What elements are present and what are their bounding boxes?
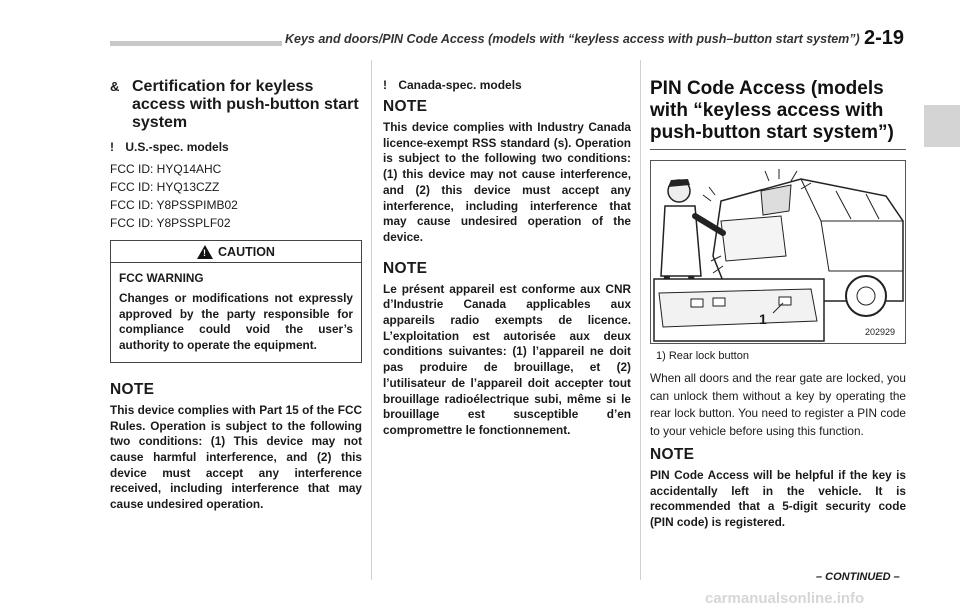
fcc-id: FCC ID: HYQ13CZZ — [110, 180, 220, 194]
section-marker: & — [110, 79, 120, 94]
us-spec-heading — [110, 140, 362, 154]
caution-body — [111, 263, 361, 362]
fcc-id: FCC ID: HYQ14AHC — [110, 162, 222, 176]
column-right — [650, 78, 906, 531]
column-left — [110, 78, 362, 513]
section-heading — [110, 78, 362, 132]
fcc-id: FCC ID: Y8PSSPIMB02 — [110, 198, 238, 212]
caution-label: CAUTION — [218, 244, 275, 259]
rear-lock-figure — [650, 160, 906, 344]
column-divider — [640, 60, 641, 580]
note-heading: NOTE — [110, 380, 155, 398]
section-title: PIN Code Access (models with “keyless access with push-button start system”) — [650, 78, 894, 143]
warning-triangle-icon: ! — [197, 245, 213, 259]
fcc-id: FCC ID: Y8PSSPLF02 — [110, 216, 231, 230]
figure-code: 202929 — [864, 327, 895, 337]
caution-text: Changes or modifications not expressly approved by the party responsible for compliance could void the user’s authority to operate the equipment. — [119, 291, 353, 353]
column-middle — [383, 78, 631, 439]
illustration — [651, 161, 906, 344]
caution-box — [110, 240, 362, 363]
note-heading: NOTE — [383, 98, 428, 115]
page-number: 2-19 — [864, 27, 905, 49]
column-divider — [371, 60, 372, 580]
subsection-marker: ! — [383, 78, 387, 92]
note-text: This device complies with Part 15 of the FCC Rules. Operation is subject to the following two conditions: (1) This device may not cause harmful interference, and (2) this device must accept any interference received, including interference that may cause undesired operation. — [110, 402, 362, 512]
running-header: Keys and doors/PIN Code Access (models with “keyless access with push–button start system”) — [285, 32, 860, 46]
body-text: When all doors and the rear gate are locked, you can unlock them without a key by operating the rear lock button. You need to register a PIN code to your vehicle before using this function. — [650, 371, 906, 438]
continued-label: – CONTINUED – — [816, 571, 900, 583]
note-heading: NOTE — [383, 259, 428, 277]
watermark: carmanualsonline.info — [705, 590, 865, 607]
note-text-en: This device complies with Industry Canada licence-exempt RSS standard (s). Operation is subject to the following two conditions: (1) this device may not cause interference, and (2) this device must accept any interference, including interference that may cause undesired operation of the device. — [383, 120, 631, 244]
title-rule — [650, 149, 906, 150]
canada-spec-heading — [383, 78, 631, 92]
figure-caption: 1) Rear lock button — [656, 350, 749, 362]
header-rule — [110, 41, 282, 46]
note-heading: NOTE — [650, 446, 695, 463]
caution-title: FCC WARNING — [119, 271, 204, 285]
chapter-edge-tab — [924, 105, 960, 147]
note-text: PIN Code Access will be helpful if the key is accidentally left in the vehicle. It is recommended that a 5-digit security code (PIN code) is registered. — [650, 468, 906, 530]
callout-number: 1 — [759, 311, 767, 327]
subsection-marker: ! — [110, 140, 114, 154]
note-text-fr: Le présent appareil est conforme aux CNR d’Industrie Canada applicables aux appareils radio exempts de licence. L’exploitation est autorisée aux deux conditions suivantes: (1) l’appareil ne doit pas produire de brouillage, et (2) l’utilisateur de l’appareil doit accepter tout brouillage radioélectrique subi, même si le brouillage est susceptible d’en compromettre le fonctionnement. — [383, 281, 631, 437]
section-title: Certification for keyless access with push-button start system — [132, 78, 359, 131]
subsection-title: Canada-spec. models — [398, 78, 522, 92]
subsection-title: U.S.-spec. models — [125, 140, 229, 154]
caution-header — [111, 241, 361, 263]
